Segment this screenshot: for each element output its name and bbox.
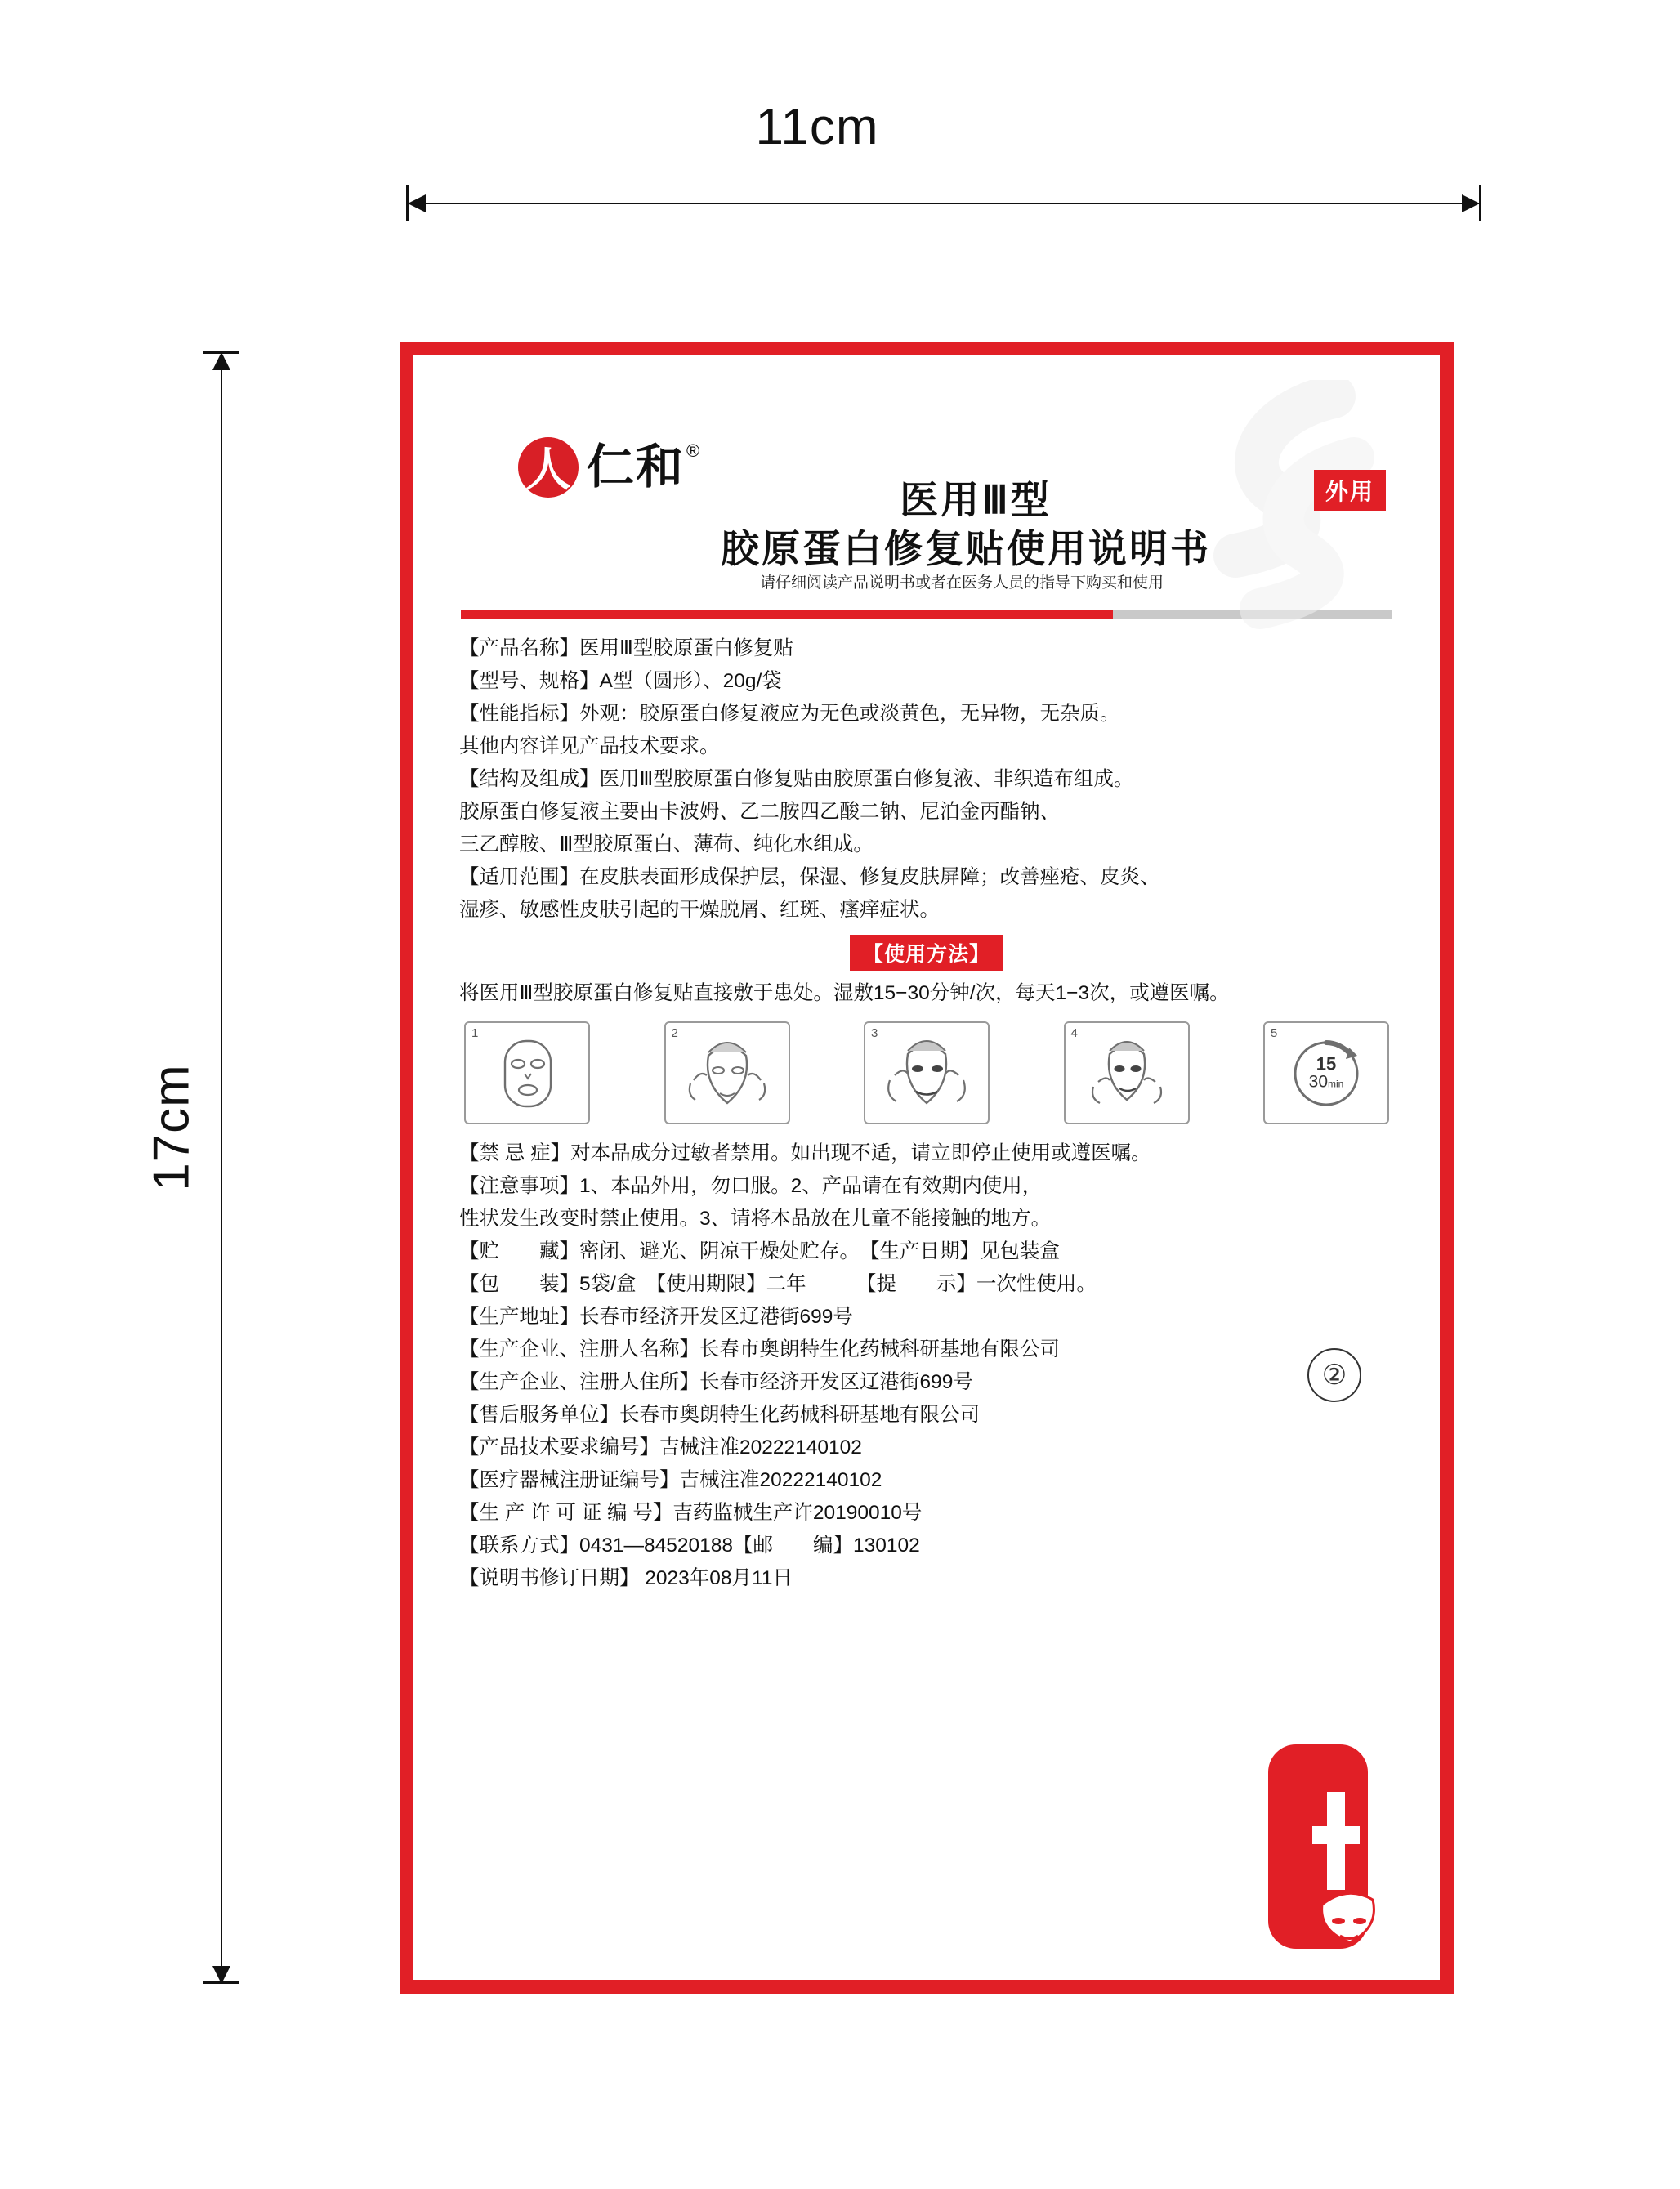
detail-line: 【包 装】5袋/盒 【使用期限】二年 【提 示】一次性使用。 (459, 1273, 1097, 1295)
usage-steps (464, 1021, 1389, 1124)
usage-step (1064, 1021, 1190, 1124)
step-number: 2 (671, 1026, 678, 1040)
press-mask-icon (1066, 1023, 1188, 1123)
product-title-line2: 胶原蛋白修复贴使用说明书 (721, 527, 1211, 570)
usage-heading (456, 935, 1397, 971)
width-arrow (409, 203, 1479, 204)
spec-line: 【性能指标】外观：胶原蛋白修复液应为无色或淡黄色，无异物，无杂质。 (459, 703, 1120, 725)
divider-red-segment (461, 610, 1113, 619)
external-use-badge: 外用 (1314, 470, 1386, 511)
detail-line: 【生产企业、注册人名称】长春市奥朗特生化药械科研基地有限公司 (459, 1338, 1060, 1360)
usage-step (1263, 1021, 1389, 1124)
product-title-line1: 医用Ⅲ型 (900, 478, 1052, 521)
timer-top-value: 15 (1316, 1053, 1337, 1074)
detail-line: 【产品技术要求编号】吉械注准20222140102 (459, 1436, 862, 1459)
mask-sheet-icon (466, 1023, 588, 1123)
height-dimension-label: 17cm (143, 1064, 200, 1191)
details-section (456, 1137, 1397, 1595)
usage-step (464, 1021, 590, 1124)
detail-line: 【联系方式】0431—84520188【邮 编】130102 (459, 1535, 920, 1557)
usage-step (864, 1021, 990, 1124)
step-number: 1 (471, 1026, 479, 1040)
spec-line: 其他内容详见产品技术要求。 (459, 735, 720, 757)
title-divider (461, 610, 1392, 619)
timer-bottom-value: 30min (1308, 1072, 1344, 1092)
usage-step (664, 1021, 790, 1124)
leaflet-header (456, 395, 1397, 599)
step-number: 5 (1271, 1026, 1278, 1040)
detail-line: 【生产地址】长春市经济开发区辽港街699号 (459, 1306, 853, 1328)
detail-line: 【医疗器械注册证编号】吉械注准20222140102 (459, 1469, 882, 1491)
height-arrow (221, 353, 222, 1983)
leaflet-subtitle: 请仔细阅读产品说明书或者在医务人员的指导下购买和使用 (759, 574, 1164, 592)
spec-line: 胶原蛋白修复液主要由卡波姆、乙二胺四乙酸二钠、尼泊金丙酯钠、 (459, 801, 1060, 823)
spec-line: 【适用范围】在皮肤表面形成保护层，保湿、修复皮肤屏障；改善痤疮、皮炎、 (459, 866, 1160, 888)
product-leaflet (400, 342, 1454, 1994)
detail-line: 【禁 忌 症】对本品成分过敏者禁用。如出现不适，请立即停止使用或遵医嘱。 (459, 1142, 1151, 1164)
timer-label (1309, 1054, 1344, 1091)
spec-line: 三乙醇胺、Ⅲ型胶原蛋白、薄荷、纯化水组成。 (459, 833, 874, 855)
spec-line: 【型号、规格】A型（圆形）、20g/袋 (459, 670, 782, 692)
usage-heading-label: 【使用方法】 (850, 935, 1003, 971)
detail-line: 【售后服务单位】长春市奥朗特生化药械科研基地有限公司 (459, 1404, 980, 1426)
step-number: 3 (871, 1026, 878, 1040)
detail-line: 【注意事项】1、本品外用，勿口服。2、产品请在有效期内使用， (459, 1175, 1043, 1197)
divider-gray-segment (1113, 610, 1392, 619)
spec-section (456, 632, 1397, 927)
collagen-logo-text: OLLAGEN (428, 373, 457, 515)
detail-line: 【生产企业、注册人住所】长春市经济开发区辽港街699号 (459, 1371, 973, 1393)
detail-line: 【说明书修订日期】 2023年08月11日 (459, 1567, 793, 1589)
leaflet-content (413, 355, 1440, 1980)
spec-line: 湿疹、敏感性皮肤引起的干燥脱屑、红斑、瘙痒症状。 (459, 899, 940, 921)
brand-name: 仁和 (587, 440, 686, 494)
spec-line: 【产品名称】医用Ⅲ型胶原蛋白修复贴 (459, 637, 793, 659)
detail-line: 【贮 藏】密闭、避光、阴凉干燥处贮存。 【生产日期】见包装盒 (459, 1240, 1060, 1262)
circled-two-icon: ② (1307, 1348, 1361, 1402)
usage-instructions: 将医用Ⅲ型胶原蛋白修复贴直接敷于患处。湿敷15−30分钟/次，每天1−3次，或遵医嘱。 (459, 982, 1230, 1004)
spec-line: 【结构及组成】医用Ⅲ型胶原蛋白修复贴由胶原蛋白修复液、非织造布组成。 (459, 768, 1134, 790)
apply-mask-face-icon (666, 1023, 789, 1123)
detail-line: 【生 产 许 可 证 编 号】吉药监械生产许20190010号 (459, 1502, 923, 1524)
step-number: 4 (1070, 1026, 1078, 1040)
collagen-brand-logo (1244, 1744, 1392, 1949)
detail-line: 性状发生改变时禁止使用。3、请将本品放在儿童不能接触的地方。 (459, 1208, 1052, 1230)
width-dimension-label: 11cm (755, 99, 879, 155)
smooth-mask-icon (865, 1023, 988, 1123)
registered-trademark-icon: ® (686, 440, 700, 461)
